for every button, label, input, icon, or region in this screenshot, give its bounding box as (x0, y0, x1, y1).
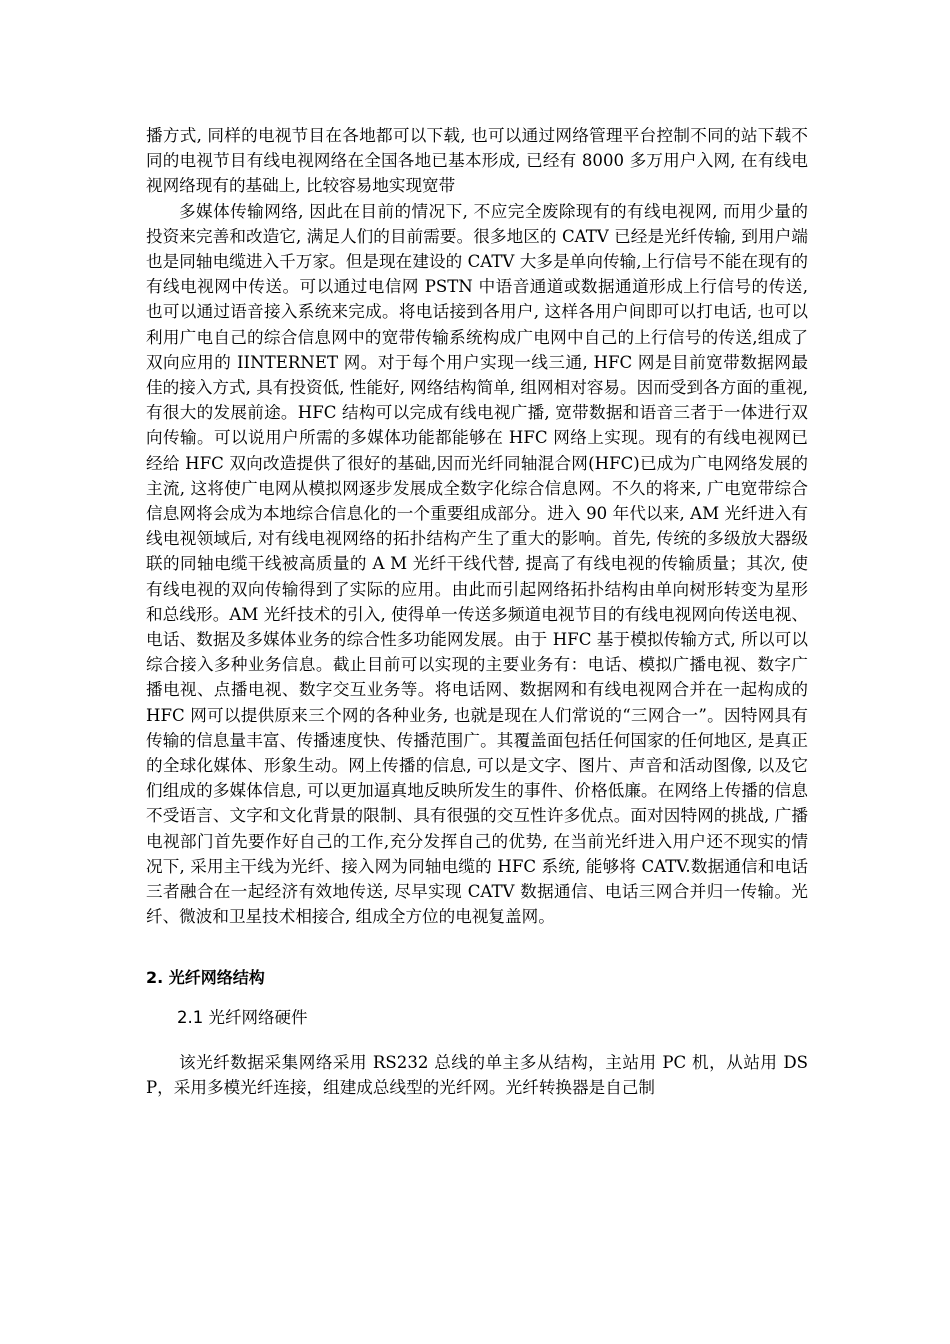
paragraph-1: 播方式, 同样的电视节目在各地都可以下载, 也可以通过网络管理平台控制不同的站下载不同的电视节目有线电视网络在全国各地已基本形成, 已经有 8000 多万用户入网, 在有线电视网络现有的基础上, 比较容易地实现宽带 (146, 126, 808, 196)
paragraph-2: 多媒体传输网络, 因此在目前的情况下, 不应完全废除现有的有线电视网, 而用少量的投资来完善和改造它, 满足人们的目前需要。很多地区的 CATV 已经是光纤传输, 到用户端也是同轴电缆进入千万家。但是现在建设的 CATV 大多是单向传输,上行信号不能在现有的有线电视网中传送。可以通过电信网 PSTN 中语音通道或数据通道形成上行信号的传送, 也可以通过语音接入系统来完成。将电话接到各用户, 这样各用户间即可以打电话, 也可以利用广电自己的综合信息网中的宽带传输系统构成广电网中自己的上行信号的传送,组成了双向应用的 IINTERNET 网。对于每个用户实现一线三通, HFC 网是目前宽带数据网最佳的接入方式, 具有投资低, 性能好, 网络结构简单, 组网相对容易。因而受到各方面的重视, 有很大的发展前途。HFC 结构可以完成有线电视广播, 宽带数据和语音三者于一体进行双向传输。可以说用户所需的多媒体功能都能够在 HFC 网络上实现。现有的有线电视网已经给 HFC 双向改造提供了很好的基础,因而光纤同轴混合网(HFC)已成为广电网络发展的主流, 这将使广电网从模拟网逐步发展成全数字化综合信息网。不久的将来, 广电宽带综合信息网将会成为本地综合信息化的一个重要组成部分。进入 90 年代以来, AM 光纤进入有线电视领域后, 对有线电视网络的拓扑结构产生了重大的影响。首先, 传统的多级放大器级联的同轴电缆干线被高质量的 A M 光纤干线代替, 提高了有线电视的传输质量；其次, 使有线电视的双向传输得到了实际的应用。由此而引起网络拓扑结构由单向树形转变为星形和总线形。AM 光纤技术的引入, 使得单一传送多频道电视节目的有线电视网向传送电视、电话、数据及多媒体业务的综合性多功能网发展。由于 HFC 基于模拟传输方式, 所以可以综合接入多种业务信息。截止目前可以实现的主要业务有：电话、模拟广播电视、数字广播电视、点播电视、数字交互业务等。将电话网、数据网和有线电视网合并在一起构成的 HFC 网可以提供原来三个网的各种业务, 也就是现在人们常说的“三网合一”。因特网具有传输的信息量丰富、传播速度快、传播范围广。其覆盖面包括任何国家的任何地区, 是真正的全球化媒体、形象生动。网上传播的信息, 可以是文字、图片、声音和活动图像, 以及它们组成的多媒体信息, 可以更加逼真地反映所发生的事件、价格低廉。在网络上传播的信息不受语言、文字和文化背景的限制、具有很强的交互性许多优点。面对因特网的挑战, 广播电视部门首先要作好自己的工作,充分发挥自己的优势, 在当前光纤进入用户还不现实的情况下, 采用主干线为光纤、接入网为同轴电缆的 HFC 系统, 能够将 CATV.数据通信和电话三者融合在一起经济有效地传送, 尽早实现 CATV 数据通信、电话三网合并归一传输。光纤、微波和卫星技术相接合, 组成全方位的电视复盖网。 (146, 201, 808, 927)
paragraph-3: 该光纤数据采集网络采用 RS232 总线的单主多从结构，主站用 PC 机，从站用 DSP，采用多模光纤连接，组建成总线型的光纤网。光纤转换器是自己制 (146, 1052, 808, 1097)
subsection-heading: 2.1 光纤网络硬件 (177, 1007, 308, 1027)
document-page (146, 123, 808, 1100)
section-heading: 2. 光纤网络结构 (146, 967, 265, 987)
